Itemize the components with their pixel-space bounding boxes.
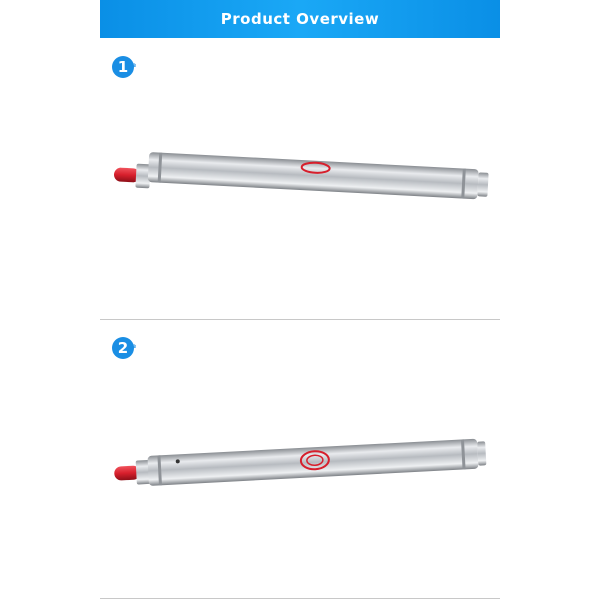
cylinder-image-1 — [100, 150, 500, 210]
section-number-sup-2: e — [132, 343, 137, 350]
section-number-badge-1: 1 — [112, 56, 134, 78]
page-title: Product Overview — [220, 10, 380, 28]
section-divider-2 — [100, 598, 500, 599]
section-divider-1 — [100, 319, 500, 320]
section-number-badge-2: 2 — [112, 337, 134, 359]
header-banner — [100, 0, 500, 38]
section-number-sup-1: e — [132, 62, 137, 69]
cylinder-image-2 — [100, 433, 500, 493]
